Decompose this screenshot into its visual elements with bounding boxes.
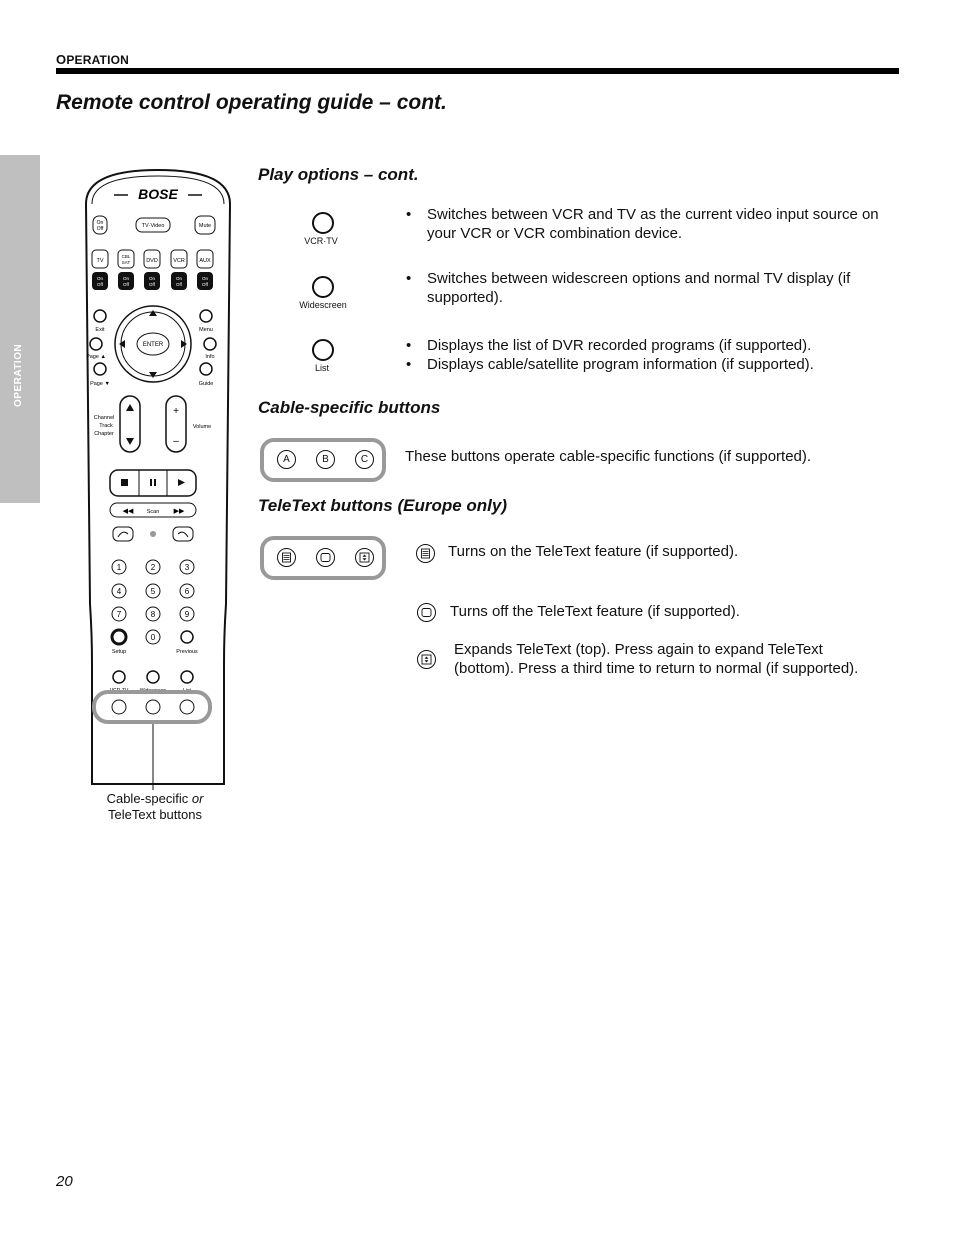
svg-text:5: 5 <box>150 587 156 596</box>
svg-text:6: 6 <box>184 587 190 596</box>
vcr-tv-button-icon <box>312 212 334 234</box>
svg-text:▶▶: ▶▶ <box>173 508 185 515</box>
svg-text:–: – <box>173 436 179 447</box>
svg-text:Track: Track <box>99 423 113 429</box>
teletext-off-icon <box>417 603 436 622</box>
svg-text:Setup: Setup <box>111 649 127 655</box>
cable-button-b: B <box>316 450 335 469</box>
svg-text:VCR: VCR <box>173 258 185 264</box>
side-tab <box>0 155 40 503</box>
teletext-on-icon <box>416 544 435 563</box>
svg-text:On: On <box>201 276 209 281</box>
svg-text:9: 9 <box>184 610 190 619</box>
cable-specific-heading: Cable-specific buttons <box>258 398 441 417</box>
page-number: 20 <box>56 1173 73 1190</box>
teletext-heading: TeleText buttons (Europe only) <box>258 496 508 515</box>
svg-text:Guide: Guide <box>198 381 214 387</box>
cable-buttons-group <box>260 438 386 482</box>
svg-text:0: 0 <box>150 633 156 642</box>
svg-text:Scan: Scan <box>146 509 160 515</box>
svg-text:Off: Off <box>176 282 182 287</box>
cable-description: These buttons operate cable-specific functions (if supported). <box>405 448 812 465</box>
teletext-buttons-group <box>260 536 386 580</box>
svg-text:Page ▼: Page ▼ <box>90 381 110 387</box>
teletext-expand-text: Expands TeleText (top). Press again to expand TeleText (bottom). Press a third time to return to normal (if supported). <box>454 641 859 677</box>
svg-text:Chapter: Chapter <box>94 431 114 437</box>
svg-text:Off: Off <box>97 282 103 287</box>
cable-button-a: A <box>277 450 296 469</box>
svg-text:AUX: AUX <box>199 258 211 264</box>
svg-text:Off: Off <box>202 282 208 287</box>
remote-brand: BOSE <box>138 186 178 202</box>
svg-text:SAT: SAT <box>121 260 131 265</box>
svg-text:Off: Off <box>123 282 129 287</box>
teletext-expand-icon <box>417 650 436 669</box>
svg-text:DVD: DVD <box>146 258 158 264</box>
section-label: OPERATION <box>56 52 130 67</box>
cable-button-c: C <box>355 450 374 469</box>
teletext-off-text: Turns off the TeleText feature (if supported). <box>450 603 740 620</box>
page-title: Remote control operating guide – cont. <box>56 91 447 114</box>
svg-text:Off: Off <box>96 226 104 232</box>
play-options-heading: Play options – cont. <box>258 165 419 184</box>
svg-text:4: 4 <box>116 587 122 596</box>
header-rule <box>56 68 899 74</box>
svg-text:Menu: Menu <box>199 327 213 333</box>
remote-illustration <box>78 164 238 790</box>
svg-text:1: 1 <box>116 563 122 572</box>
svg-text:Info: Info <box>205 354 215 360</box>
svg-text:Exit: Exit <box>95 327 105 333</box>
teletext-expand-icon <box>355 548 374 567</box>
widescreen-caption: Widescreen <box>299 300 347 310</box>
list-button-icon <box>312 339 334 361</box>
svg-text:On: On <box>96 220 104 226</box>
widescreen-button-icon <box>312 276 334 298</box>
svg-text:◀◀: ◀◀ <box>122 508 134 515</box>
list-caption: List <box>314 363 329 373</box>
svg-text:CBL: CBL <box>121 254 131 259</box>
svg-text:On: On <box>122 276 130 281</box>
svg-text:2: 2 <box>150 563 156 572</box>
svg-text:Volume: Volume <box>192 424 212 430</box>
svg-text:Mute: Mute <box>198 223 212 229</box>
svg-text:3: 3 <box>184 563 190 572</box>
teletext-off-icon <box>316 548 335 567</box>
svg-text:TV·Video: TV·Video <box>141 223 165 229</box>
svg-text:TV: TV <box>96 258 104 264</box>
remote-callout: Cable-specific or TeleText buttons <box>106 791 204 822</box>
teletext-on-text: Turns on the TeleText feature (if supported). <box>448 543 739 560</box>
side-tab-label: OPERATION <box>13 343 24 407</box>
vcr-tv-caption: VCR·TV <box>304 236 338 246</box>
svg-text:ENTER: ENTER <box>142 342 164 348</box>
svg-text:+: + <box>173 406 179 417</box>
teletext-on-icon <box>277 548 296 567</box>
svg-text:7: 7 <box>116 610 122 619</box>
svg-text:On: On <box>96 276 104 281</box>
svg-text:8: 8 <box>150 610 156 619</box>
svg-text:Channel: Channel <box>93 415 115 421</box>
svg-text:Previous: Previous <box>176 649 198 655</box>
svg-text:Off: Off <box>149 282 155 287</box>
svg-text:On: On <box>148 276 156 281</box>
svg-text:On: On <box>175 276 183 281</box>
svg-text:Page ▲: Page ▲ <box>86 354 106 360</box>
